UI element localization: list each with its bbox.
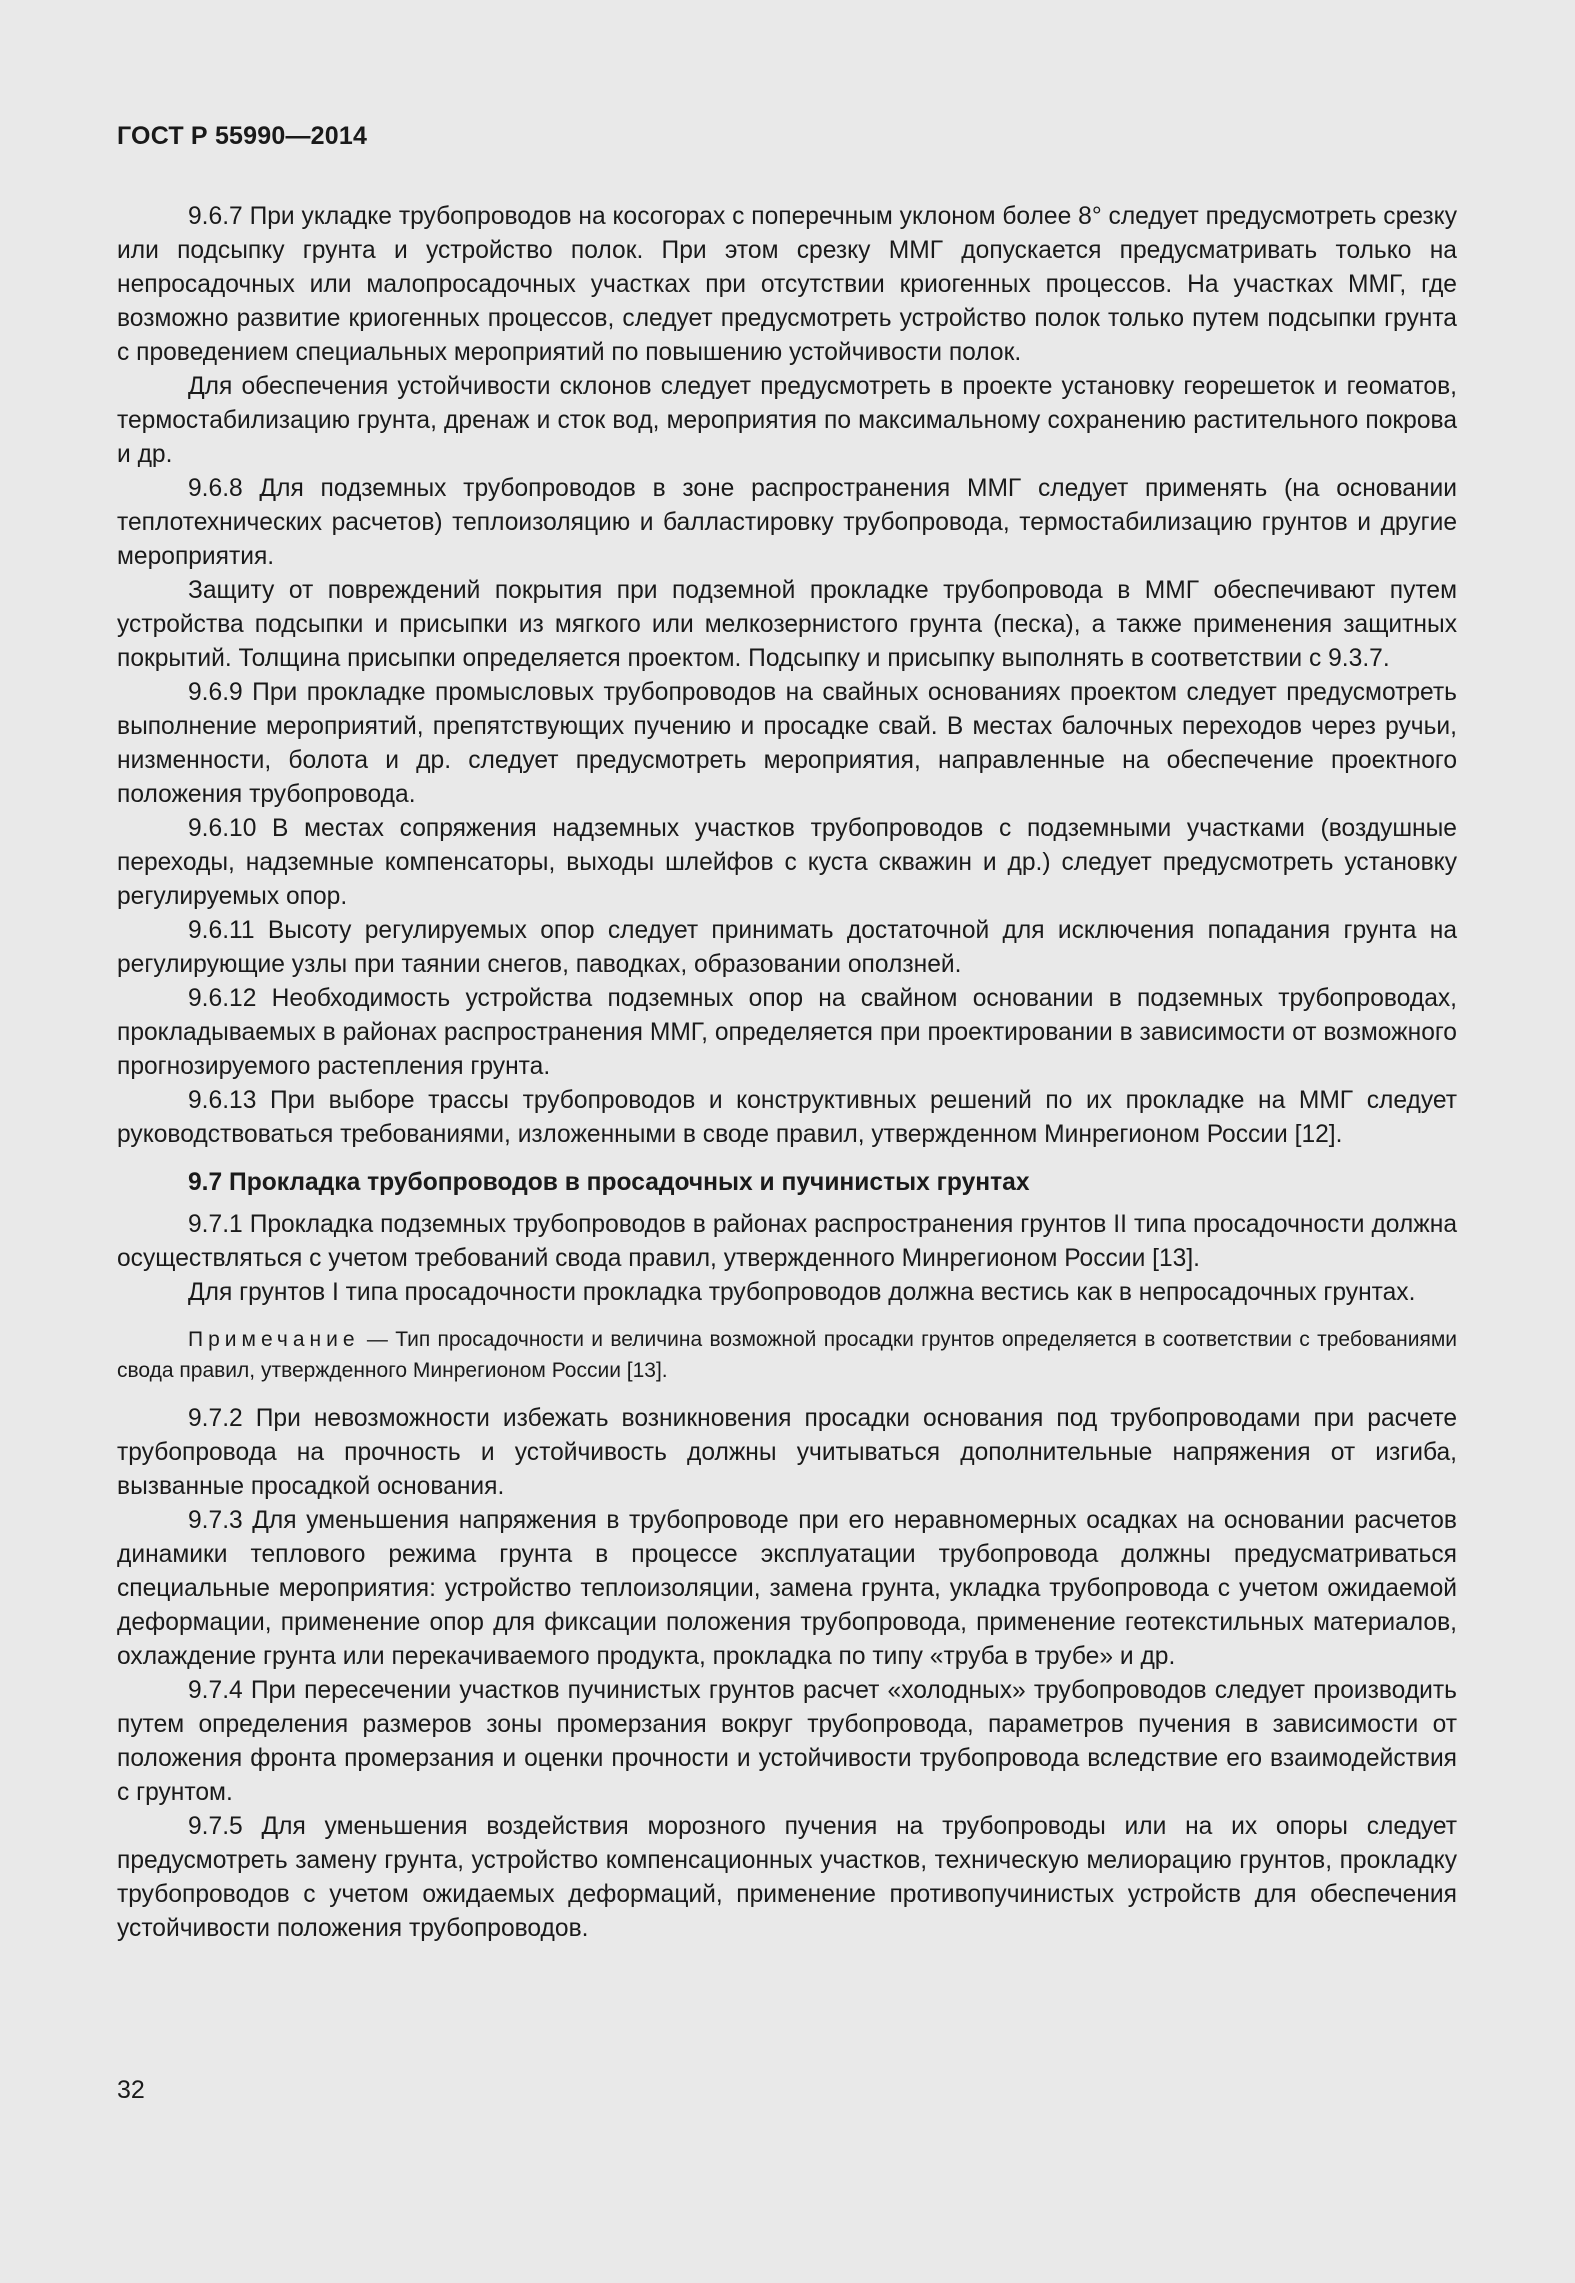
paragraph-9-6-12: 9.6.12 Необходимость устройства подземных опор на свайном основании в подземных трубопроводах, прокладываемых в районах распространения ММГ, определяется при проектировании в зависимости от возможного прогнозируемого растепления грунта. [117,985,1457,1080]
note-label: Примечание [188,1328,360,1351]
paragraph-9-6-8: 9.6.8 Для подземных трубопроводов в зоне распространения ММГ следует применять (на основании теплотехнических расчетов) теплоизоляцию и балластировку трубопровода, термостабилизацию грунтов и другие мероприятия. [117,475,1457,570]
paragraph-coating-protection: Защиту от повреждений покрытия при подземной прокладке трубопровода в ММГ обеспечивают путем устройства подсыпки и присыпки из мягкого или мелкозернистого грунта (песка), а также применения защитных покрытий. Толщина присыпки определяется проектом. Подсыпку и присыпку выполнять в соответствии с 9.3.7. [117,577,1457,672]
paragraph-9-7-2: 9.7.2 При невозможности избежать возникновения просадки основания под трубопроводами при расчете трубопровода на прочность и устойчивость должны учитываться дополнительные напряжения от изгиба, вызванные просадкой основания. [117,1405,1457,1500]
paragraph-9-6-7: 9.6.7 При укладке трубопроводов на косогорах с поперечным уклоном более 8° следует предусмотреть срезку или подсыпку грунта и устройство полок. При этом срезку ММГ допускается предусматривать только на непросадочных или малопросадочных участках при отсутствии криогенных процессов. На участках ММГ, где возможно развитие криогенных процессов, следует предусмотреть устройство полок только путем подсыпки грунта с проведением специальных мероприятий по повышению устойчивости полок. [117,203,1457,366]
paragraph-type-one-soils: Для грунтов I типа просадочности прокладка трубопроводов должна вестись как в непросадочных грунтах. [188,1279,1416,1306]
paragraph-9-7-3: 9.7.3 Для уменьшения напряжения в трубопроводе при его неравномерных осадках на основании расчетов динамики теплового режима грунта в процессе эксплуатации трубопровода должны предусматриваться специальные мероприятия: устройство теплоизоляции, замена грунта, укладка трубопровода с учетом ожидаемой деформации, применение опор для фиксации положения трубопровода, применение геотекстильных материалов, охлаждение грунта или перекачиваемого продукта, прокладка по типу «труба в трубе» и др. [117,1507,1457,1670]
paragraph-9-6-9: 9.6.9 При прокладке промысловых трубопроводов на свайных основаниях проектом следует предусмотреть выполнение мероприятий, препятствующих пучению и просадке свай. В местах балочных переходов через ручьи, низменности, болота и др. следует предусмотреть мероприятия, направленные на обеспечение проектного положения трубопровода. [117,679,1457,808]
paragraph-9-7-1: 9.7.1 Прокладка подземных трубопроводов в районах распространения грунтов II типа просадочности должна осуществляться с учетом требований свода правил, утвержденного Минрегионом России [13]. [117,1211,1457,1272]
paragraph-9-6-13: 9.6.13 При выборе трассы трубопроводов и конструктивных решений по их прокладке на ММГ следует руководствоваться требованиями, изложенными в своде правил, утвержденном Минрегионом России [12]. [117,1087,1457,1148]
note-text: — Тип просадочности и величина возможной просадки грунтов определяется в соответствии с требованиями свода правил, утвержденного Минрегионом России [13]. [117,1328,1457,1382]
paragraph-9-6-10: 9.6.10 В местах сопряжения надземных участков трубопроводов с подземными участками (воздушные переходы, надземные компенсаторы, выходы шлейфов с куста скважин и др.) следует предусмотреть установку регулируемых опор. [117,815,1457,910]
paragraph-slope-stability: Для обеспечения устойчивости склонов следует предусмотреть в проекте установку георешеток и геоматов, термостабилизацию грунта, дренаж и сток вод, мероприятия по максимальному сохранению растительного покрова и др. [117,373,1457,468]
paragraph-9-7-5: 9.7.5 Для уменьшения воздействия морозного пучения на трубопроводы или на их опоры следует предусмотреть замену грунта, устройство компенсационных участков, техническую мелиорацию грунтов, прокладку трубопроводов с учетом ожидаемых деформаций, применение противопучинистых устройств для обеспечения устойчивости положения трубопроводов. [117,1813,1457,1942]
paragraph-9-7-4: 9.7.4 При пересечении участков пучинистых грунтов расчет «холодных» трубопроводов следует производить путем определения размеров зоны промерзания вокруг трубопровода, параметров пучения в зависимости от положения фронта промерзания и оценки прочности и устойчивости трубопровода вследствие его взаимодействия с грунтом. [117,1677,1457,1806]
paragraph-9-6-11: 9.6.11 Высоту регулируемых опор следует принимать достаточной для исключения попадания грунта на регулирующие узлы при таянии снегов, паводках, образовании оползней. [117,917,1457,978]
page-number: 32 [117,2076,145,2104]
document-header-standard-number: ГОСТ Р 55990—2014 [117,122,368,150]
note-paragraph [117,1324,1457,1386]
section-heading-9-7: 9.7 Прокладка трубопроводов в просадочных и пучинистых грунтах [188,1169,1030,1196]
spacer [117,1152,1457,1162]
document-body [117,200,1457,1946]
